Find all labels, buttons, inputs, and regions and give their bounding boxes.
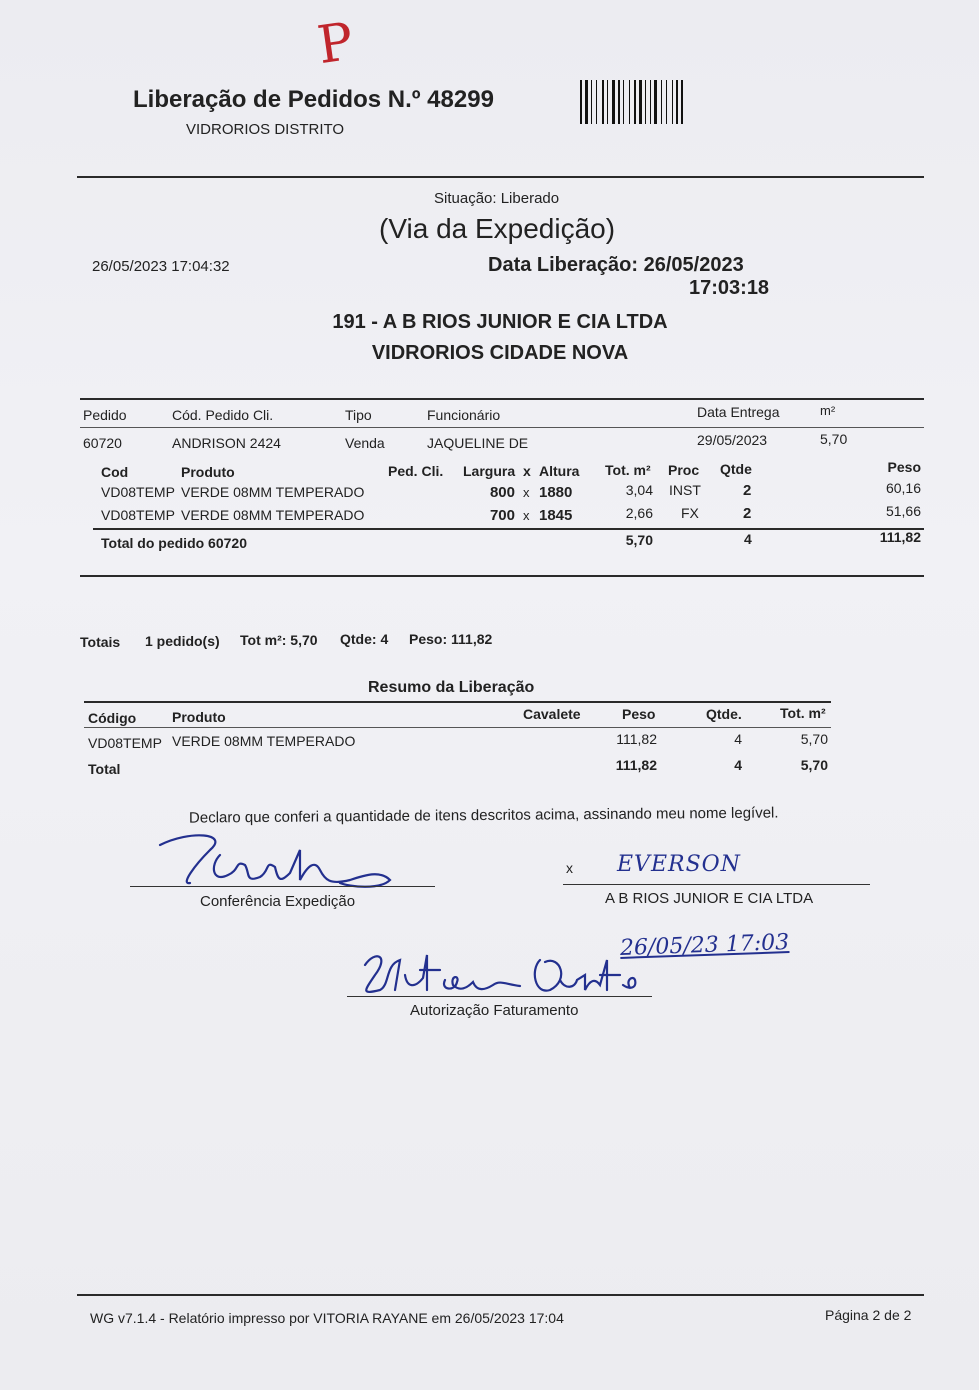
totals-peso: Peso: 111,82 [409, 631, 493, 647]
footer-info: WG v7.1.4 - Relatório impresso por VITORIA RAYANE em 26/05/2023 17:04 [90, 1310, 564, 1326]
faturamento-signature [345, 940, 645, 1000]
summary-col-codigo: Código [88, 710, 137, 726]
item-x: x [523, 485, 530, 500]
item-x: x [523, 508, 530, 523]
item-largura: 800 [489, 484, 515, 501]
item-col-qtde: Qtde [720, 461, 752, 477]
order-funcionario: JAQUELINE DE [427, 435, 529, 451]
col-funcionario: Funcionário [427, 407, 501, 423]
summary-qtde: 4 [734, 731, 742, 747]
summary-total-qtde: 4 [734, 757, 742, 773]
release-date: Data Liberação: 26/05/2023 [488, 254, 744, 276]
item-largura: 700 [489, 507, 515, 524]
summary-produto: VERDE 08MM TEMPERADO [172, 733, 356, 749]
summary-col-peso: Peso [622, 706, 656, 722]
item-proc: FX [681, 505, 699, 521]
order-total-qtde: 4 [744, 531, 752, 547]
summary-total-tot-m2: 5,70 [800, 757, 828, 773]
item-col-altura: Altura [539, 463, 580, 479]
col-m2: m² [820, 403, 836, 418]
totals-m2: Tot m²: 5,70 [240, 632, 318, 648]
footer-line [77, 1294, 924, 1296]
summary-col-tot-m2: Tot. m² [780, 705, 826, 721]
item-cod: VD08TEMP [101, 484, 175, 500]
company-name: VIDRORIOS DISTRITO [186, 121, 345, 138]
client-signature: EVERSON [617, 852, 741, 877]
order-header-line [80, 427, 924, 428]
order-total-m2: 5,70 [625, 532, 653, 548]
order-top-line [80, 398, 924, 400]
order-tipo: Venda [345, 435, 385, 451]
col-pedido: Pedido [83, 407, 127, 423]
summary-col-qtde: Qtde. [706, 706, 742, 722]
handwritten-mark: P [313, 11, 358, 77]
footer-page: Página 2 de 2 [825, 1307, 912, 1323]
client-sign-x: x [566, 860, 573, 876]
summary-peso: 111,82 [616, 731, 657, 747]
document-title: Liberação de Pedidos N.º 48299 [133, 86, 494, 113]
order-total-peso: 111,82 [879, 529, 921, 545]
summary-tot-m2: 5,70 [800, 731, 828, 747]
barcode [580, 80, 730, 124]
item-tot-m2: 2,66 [625, 505, 653, 521]
faturamento-signature-line [347, 996, 652, 997]
totals-pedidos: 1 pedido(s) [145, 633, 220, 649]
item-altura: 1880 [539, 484, 573, 501]
item-peso: 51,66 [885, 503, 921, 519]
status-label: Situação: Liberado [434, 190, 560, 207]
expedicao-signature [150, 825, 410, 895]
client-name: 191 - A B RIOS JUNIOR E CIA LTDA [332, 311, 668, 333]
item-col-peso: Peso [887, 459, 921, 475]
item-cod: VD08TEMP [101, 507, 175, 523]
item-col-largura: Largura [463, 463, 516, 479]
handwritten-date: 26/05/23 17:03 [619, 930, 790, 961]
release-time: 17:03:18 [689, 277, 770, 299]
item-col-x: x [523, 463, 531, 479]
order-total-label: Total do pedido 60720 [101, 535, 247, 551]
col-data-entrega: Data Entrega [697, 404, 780, 420]
order-data-entrega: 29/05/2023 [697, 432, 768, 448]
order-cod-cli: ANDRISON 2424 [172, 435, 281, 451]
expedicao-label: Conferência Expedição [200, 893, 356, 910]
item-col-produto: Produto [181, 464, 235, 480]
client-sign-label: A B RIOS JUNIOR E CIA LTDA [605, 890, 814, 907]
col-tipo: Tipo [345, 407, 372, 423]
header-divider [77, 176, 924, 178]
client-signature-line [563, 884, 870, 885]
item-qtde: 2 [743, 505, 752, 522]
client-store: VIDRORIOS CIDADE NOVA [371, 342, 629, 364]
totals-qtde: Qtde: 4 [340, 631, 389, 647]
item-produto: VERDE 08MM TEMPERADO [181, 507, 365, 523]
summary-codigo: VD08TEMP [88, 735, 162, 751]
item-col-proc: Proc [668, 462, 700, 478]
summary-col-produto: Produto [172, 709, 226, 725]
summary-title: Resumo da Liberação [368, 679, 535, 696]
order-pedido: 60720 [83, 435, 122, 451]
item-col-ped-cli: Ped. Cli. [388, 463, 444, 479]
item-qtde: 2 [743, 482, 752, 499]
order-total-line [93, 528, 924, 530]
item-proc: INST [669, 482, 701, 498]
col-cod-cli: Cód. Pedido Cli. [172, 407, 274, 423]
summary-top-line [84, 701, 831, 703]
declaration-text: Declaro que conferi a quantidade de itens descritos acima, assinando meu nome legível. [188, 804, 779, 827]
expedicao-signature-line [130, 886, 435, 887]
item-tot-m2: 3,04 [625, 482, 653, 498]
totals-label: Totais [80, 634, 121, 650]
item-col-tot-m2: Tot. m² [605, 462, 651, 478]
item-altura: 1845 [539, 507, 573, 524]
order-m2: 5,70 [820, 431, 848, 447]
summary-total-label: Total [88, 761, 121, 777]
summary-header-line [84, 727, 831, 728]
order-bottom-line [80, 575, 924, 577]
item-peso: 60,16 [885, 480, 921, 496]
summary-total-peso: 111,82 [615, 757, 657, 773]
summary-col-cavalete: Cavalete [523, 706, 581, 722]
item-produto: VERDE 08MM TEMPERADO [181, 484, 365, 500]
copy-type: (Via da Expedição) [379, 213, 616, 244]
printed-timestamp: 26/05/2023 17:04:32 [92, 258, 230, 275]
faturamento-label: Autorização Faturamento [410, 1002, 579, 1019]
item-col-cod: Cod [101, 464, 129, 480]
